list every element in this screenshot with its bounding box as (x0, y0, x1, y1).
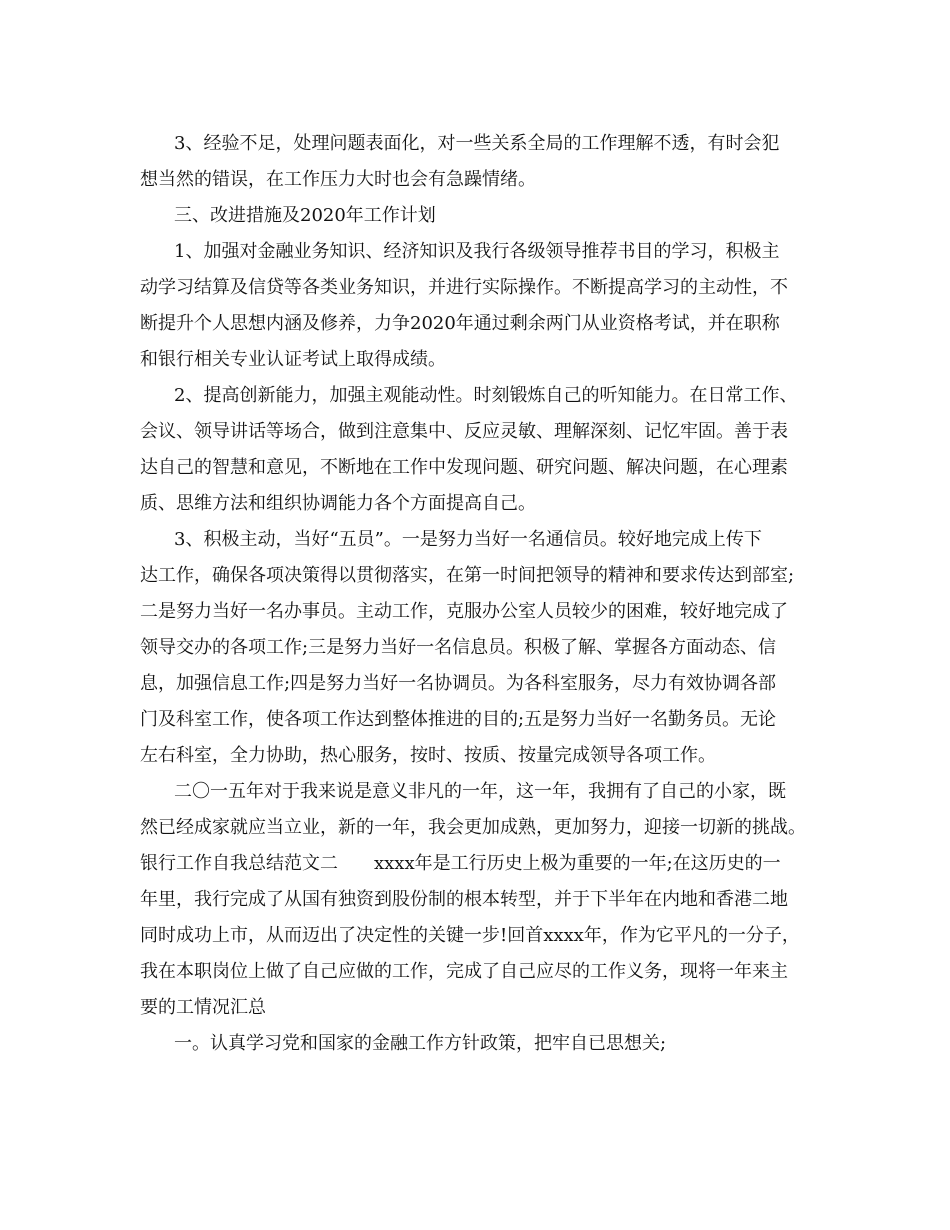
text-line: 想当然的错误，在工作压力大时也会有急躁情绪。 (140, 169, 536, 190)
text-line: 年里，我行完成了从国有独资到股份制的根本转型，并于下半年在内地和香港二地 (140, 889, 788, 910)
text-line: 左右科室，全力协助，热心服务，按时、按质、按量完成领导各项工作。 (140, 745, 716, 766)
text-line: 我在本职岗位上做了自己应做的工作，完成了自己应尽的工作义务，现将一年来主 (140, 961, 788, 982)
text-line: 二是努力当好一名办事员。主动工作，克服办公室人员较少的困难，较好地完成了 (140, 601, 788, 622)
text-line: 和银行相关专业认证考试上取得成绩。 (140, 349, 446, 370)
text-line: 达自己的智慧和意见，不断地在工作中发现问题、研究问题、解决问题，在心理素 (140, 457, 788, 478)
text-line: 一。认真学习党和国家的金融工作方针政策，把牢自已思想关; (174, 1033, 667, 1054)
text-line: 1、加强对金融业务知识、经济知识及我行各级领导推荐书目的学习，积极主 (174, 241, 780, 262)
text-line: 3、经验不足，处理问题表面化，对一些关系全局的工作理解不透，有时会犯 (174, 133, 780, 154)
text-line: 动学习结算及信贷等各类业务知识，并进行实际操作。不断提高学习的主动性，不 (140, 277, 788, 298)
text-line: 断提升个人思想内涵及修养，力争2020年通过剩余两门从业资格考试，并在职称 (140, 313, 780, 334)
text-line: 门及科室工作，使各项工作达到整体推进的目的;五是努力当好一名勤务员。无论 (140, 709, 777, 730)
text-line: 同时成功上市，从而迈出了决定性的关键一步!回首xxxx年，作为它平凡的一分子， (140, 925, 800, 946)
text-line: 息，加强信息工作;四是努力当好一名协调员。为各科室服务，尽力有效协调各部 (140, 673, 777, 694)
text-line: 会议、领导讲话等场合，做到注意集中、反应灵敏、理解深刻、记忆牢固。善于表 (140, 421, 788, 442)
text-line: 3、积极主动，当好“五员”。一是努力当好一名通信员。较好地完成上传下 (174, 529, 762, 550)
text-line: 银行工作自我总结范文二 xxxx年是工行历史上极为重要的一年;在这历史的一 (140, 853, 781, 874)
text-line: 2、提高创新能力，加强主观能动性。时刻锻炼自己的听知能力。在日常工作、 (174, 385, 798, 406)
text-line: 质、思维方法和组织协调能力各个方面提高自己。 (140, 493, 536, 514)
text-line: 二〇一五年对于我来说是意义非凡的一年，这一年，我拥有了自己的小家，既 (174, 781, 786, 802)
text-line: 要的工情况汇总 (140, 997, 266, 1018)
document-body (140, 126, 830, 1062)
text-line: 领导交办的各项工作;三是努力当好一名信息员。积极了解、掌握各方面动态、信 (140, 637, 777, 658)
text-line: 达工作，确保各项决策得以贯彻落实，在第一时间把领导的精神和要求传达到部室; (140, 565, 795, 586)
text-line: 然已经成家就应当立业，新的一年，我会更加成熟，更加努力，迎接一切新的挑战。 (140, 817, 806, 838)
section-heading: 三、改进措施及2020年工作计划 (174, 205, 436, 226)
